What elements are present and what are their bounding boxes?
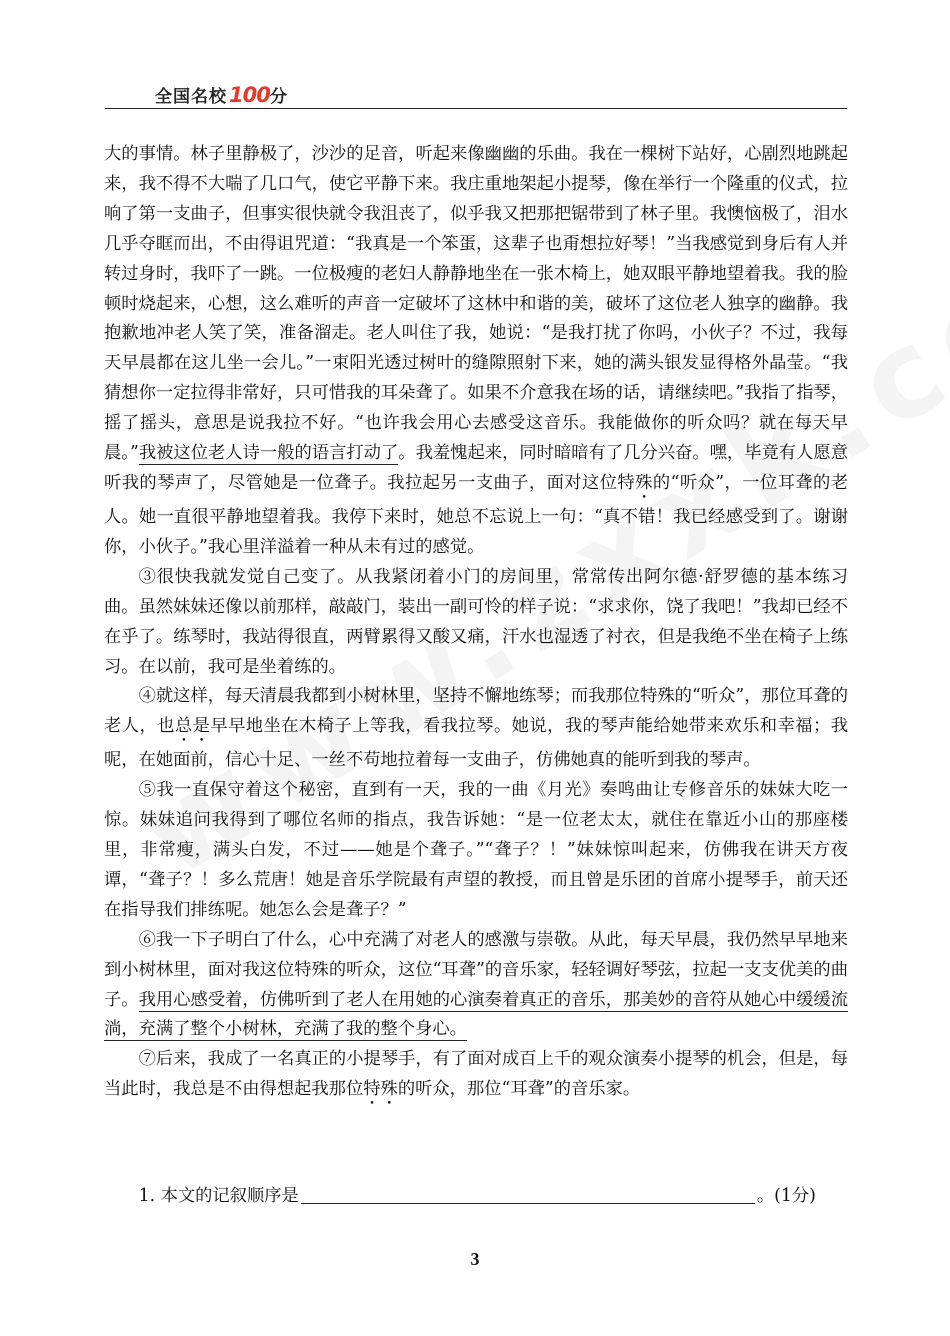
question-1 [104, 1181, 848, 1211]
paragraph-2 [104, 140, 848, 563]
paragraph-4 [104, 682, 848, 776]
paragraph-2-text-b: 。我羞愧起来，同时暗暗有了几分兴奋。嘿，毕竟有人愿意听我的琴声了，尽管她是一位聋子。我拉起另一支曲子，面对这位特 [104, 443, 848, 493]
dotted-word-zongshi: 总是 [174, 716, 211, 737]
paragraph-5: ⑤我一直保守着这个秘密，直到有一天，我的一曲《月光》奏鸣曲让专修音乐的妹妹大吃一惊。妹妹追问我得到了哪位名师的指点，我告诉她：“是一位老太太，就住在靠近小山的那座楼里，非常瘦，满头白发，不过——她是个聋子。”“聋子？！”妹妹惊叫起来，仿佛我在讲天方夜谭，“聋子？！多么荒唐！她是音乐学院最有声望的教授，而且曾是乐团的首席小提琴手，前天还在指导我们排练呢。她怎么会是聋子？” [104, 780, 848, 920]
question-1-label: 1. 本文的记叙顺序是 [138, 1186, 299, 1206]
page-number: 3 [470, 1249, 480, 1269]
paragraph-7-text-a: ⑦后来，我成了一名真正的小提琴手，有了面对成百上千的观众演奏小提琴的机会，但是，每当此时，我总是不由得想起我那位 [104, 1049, 848, 1100]
answer-blank[interactable] [301, 1183, 755, 1204]
header-fen: 分 [269, 87, 288, 107]
dotted-char-1: 殊 [635, 472, 653, 493]
paragraph-2-text-c: 的“听众”，一位耳聋的老人。她一直很平静地望着我。我停下来时，她总不忘说上一句：“真不错！我已经感受到了。谢谢你，小伙子。”我心里洋溢着一种从未有过的感觉。 [104, 472, 848, 557]
paragraph-4-text-a: ④就这样，每天清晨我都到小树林里，坚持不懈地练琴；而我那位特殊的“听众”，那位耳聋的老人，也 [104, 686, 848, 737]
header-score-logo: 100 [229, 83, 270, 107]
header-title-text: 全国名校 [155, 87, 227, 107]
paragraph-6-text-a: ⑥我一下子明白了什么，心中充满了对老人的感激与崇敬。从此，每天早晨，我仍然早早地来到小树林里，面对我这位特殊的听众，这位“耳聋”的音乐家，轻轻调好琴弦，拉起一支支优美的曲子。 [104, 929, 848, 1010]
article-body [104, 140, 848, 1109]
dotted-word-teshu: 特殊 [363, 1079, 398, 1100]
paragraph-6 [104, 926, 848, 1046]
paragraph-2-text-a: 大的事情。林子里静极了，沙沙的足音，听起来像幽幽的乐曲。我在一棵树下站好，心剧烈地跳起来，我不得不大喘了几口气，使它平静下来。我庄重地架起小提琴，像在举行一个隆重的仪式，拉响了第一支曲子，但事实很快就令我沮丧了，似乎我又把那把锯带到了林子里。我懊恼极了，泪水几乎夺眶而出，不由得诅咒道：“我真是一个笨蛋，这辈子也甭想拉好琴！”当我感觉到身后有人并转过身时，我吓了一跳。一位极瘦的老妇人静静地坐在一张木椅上，她双眼平静地望着我。我的脸顿时烧起来，心想，这么难听的声音一定破坏了这林中和谐的美，破坏了这位老人独享的幽静。我抱歉地冲老人笑了笑，准备溜走。老人叫住了我，她说：“是我打扰了你吗，小伙子？不过，我每天早晨都在这儿坐一会儿。”一束阳光透过树叶的缝隙照射下来，她的满头银发显得格外晶莹。“我猜想你一定拉得非常好，只可惜我的耳朵聋了。如果不介意我在场的话，请继续吧。”我指了指琴，摇了摇头，意思是说我拉不好。“也许我会用心去感受这音乐。我能做你的听众吗？就在每天早晨。” [104, 144, 848, 464]
paragraph-7-text-b: 的听众，那位“耳聋”的音乐家。 [397, 1079, 641, 1100]
paragraph-7 [104, 1045, 848, 1109]
paragraph-3: ③很快我就发觉自己变了。从我紧闭着小门的房间里，常常传出阿尔德·舒罗德的基本练习曲。虽然妹妹还像以前那样，敲敲门，装出一副可怜的样子说：“求求你，饶了我吧！”我却已经不在乎了。练琴时，我站得很直，两臂累得又酸又痛，汗水也湿透了衬衣，但是我绝不坐在椅子上练习。在以前，我可是坐着练的。 [104, 566, 848, 677]
underlined-sentence-1: 我被这位老人诗一般的语言打动了 [138, 443, 399, 464]
underlined-sentence-2: 我用心感受着，仿佛听到了老人在用她的心演奏着真正的音乐，那美妙的音符从她心中缓缓流淌，充满了整个小树林，充满了我的整个身心。 [104, 989, 848, 1040]
question-1-suffix: 。(1分) [756, 1186, 816, 1206]
header-title [155, 82, 288, 107]
page-header [105, 76, 847, 109]
paragraph-4-text-b: 早早地坐在木椅子上等我，看我拉琴。她说，我的琴声能给她带来欢乐和幸福；我呢，在她面前，信心十足、一丝不苟地拉着每一支曲子，仿佛她真的能听到我的琴声。 [104, 716, 848, 771]
